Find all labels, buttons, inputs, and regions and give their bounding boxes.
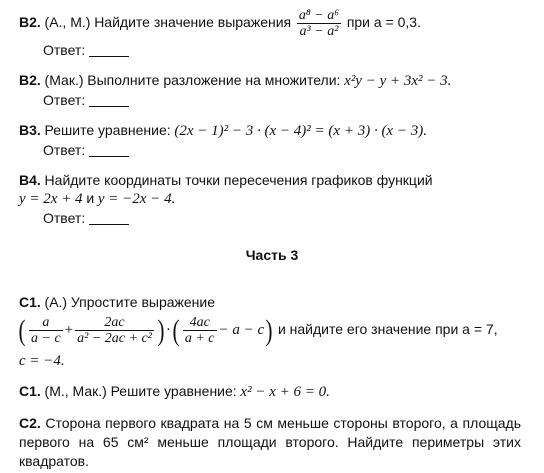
task-b4-functions xyxy=(19,190,175,208)
task-b3 xyxy=(19,122,427,140)
task-label: C1. xyxy=(19,294,41,310)
right-paren: ) xyxy=(157,313,165,347)
task-label: C2. xyxy=(19,415,41,431)
fraction-numerator: a xyxy=(29,315,63,331)
task-text: Найдите координаты точки пересечения графиков функций xyxy=(44,172,433,188)
task-label: B4. xyxy=(19,172,41,188)
function-1: y = 2x + 4 xyxy=(19,191,83,207)
tail-expression: − a − c xyxy=(218,321,265,338)
task-label: B2. xyxy=(19,13,41,30)
c1-condition xyxy=(19,352,65,370)
task-authors: (М., Мак.) xyxy=(44,383,107,399)
answer-line xyxy=(43,142,129,159)
task-b4 xyxy=(19,172,433,190)
task-label: C1. xyxy=(19,383,41,399)
task-b2-mak xyxy=(19,72,451,90)
answer-line xyxy=(43,92,129,109)
condition-c: c = −4. xyxy=(19,353,65,369)
fraction-3 xyxy=(183,315,217,346)
answer-line xyxy=(43,210,129,227)
task-condition: при a = 0,3. xyxy=(346,13,421,30)
fraction-1 xyxy=(29,315,63,346)
answer-blank[interactable] xyxy=(89,212,129,225)
task-expression: x²y − y + 3x² − 3. xyxy=(344,73,452,89)
task-c2 xyxy=(19,414,521,471)
right-paren: ) xyxy=(265,313,273,347)
task-expression: x² − x + 6 = 0. xyxy=(240,384,330,400)
answer-label: Ответ: xyxy=(43,42,86,58)
task-authors: (Мак.) xyxy=(44,72,84,88)
fraction-denominator: a + c xyxy=(184,331,215,346)
conjunction: и xyxy=(86,190,95,206)
fraction-denominator: a² − 2ac + c² xyxy=(77,331,152,346)
section-heading: Часть 3 xyxy=(245,247,299,263)
fraction-numerator: 4ac xyxy=(183,315,217,331)
fraction-2 xyxy=(75,315,154,346)
answer-blank[interactable] xyxy=(89,144,129,157)
fraction-denominator: a − c xyxy=(31,331,61,346)
task-label: B2. xyxy=(19,72,41,88)
answer-label: Ответ: xyxy=(43,92,86,108)
fraction-denominator: a³ − a² xyxy=(299,24,339,39)
task-after-text: и найдите его значение при a = 7, xyxy=(277,320,498,337)
c1-expression xyxy=(17,315,498,346)
expression-fraction xyxy=(297,8,341,39)
task-text: Выполните разложение на множители: xyxy=(87,72,341,88)
task-c1-a xyxy=(19,294,215,312)
answer-blank[interactable] xyxy=(89,44,129,57)
task-c1-mmak xyxy=(19,383,330,401)
task-authors: (А.) xyxy=(44,294,68,310)
fraction-numerator: 2ac xyxy=(75,315,154,331)
left-paren: ( xyxy=(18,313,26,347)
task-label: B3. xyxy=(19,122,41,138)
plus-sign: + xyxy=(64,321,74,338)
answer-blank[interactable] xyxy=(89,94,129,107)
task-text: Решите уравнение: xyxy=(110,383,237,399)
answer-label: Ответ: xyxy=(43,142,86,158)
task-authors: (А., М.) xyxy=(44,13,91,30)
answer-label: Ответ: xyxy=(43,210,86,226)
task-text: Найдите значение выражения xyxy=(94,13,292,30)
left-paren: ( xyxy=(172,313,180,347)
task-text: Решите уравнение: xyxy=(44,122,171,138)
task-expression: (2x − 1)² − 3 · (x − 4)² = (x + 3) · (x − 3). xyxy=(174,123,427,139)
task-text: Сторона первого квадрата на 5 см меньше стороны второго, а площадь первого на 65 см² меньше площади второго. Найдите периметры этих квадратов. xyxy=(19,415,521,469)
fraction-numerator: a⁸ − a⁶ xyxy=(298,8,340,23)
answer-line xyxy=(43,42,129,59)
task-b2-am xyxy=(19,8,421,39)
function-2: y = −2x − 4. xyxy=(97,191,176,207)
multiply-dot: · xyxy=(165,321,171,338)
task-text: Упростите выражение xyxy=(70,294,216,310)
